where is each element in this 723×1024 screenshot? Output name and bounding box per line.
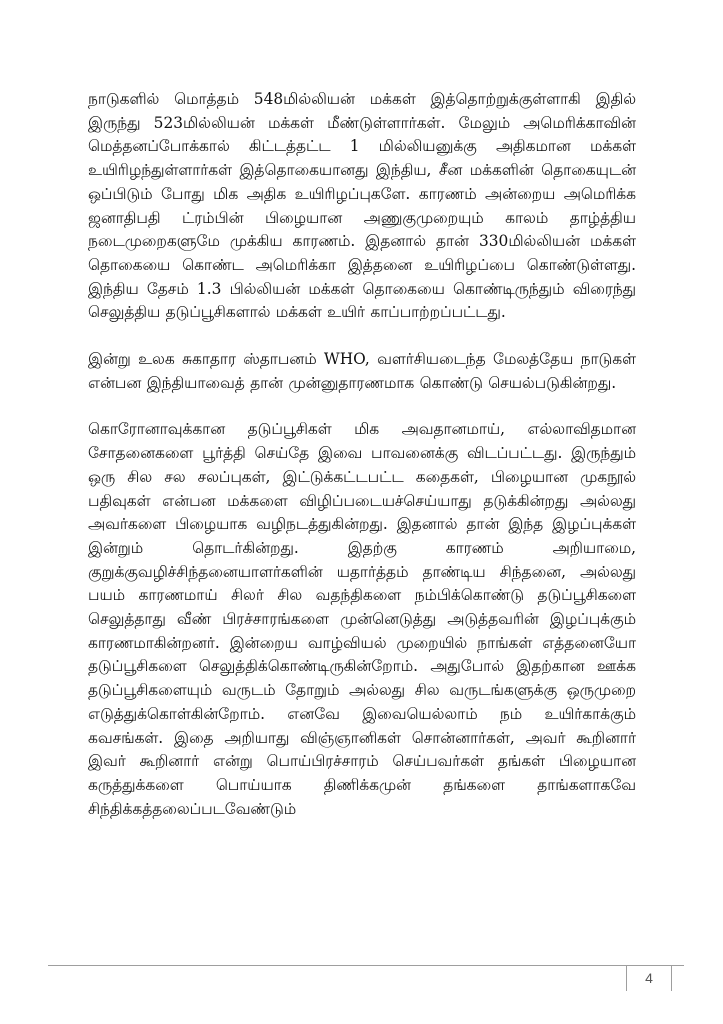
paragraph: கொரோனாவுக்கான தடுப்பூசிகள் மிக அவதானமாய், எல்லாவிதமான சோதனைகளை பூர்த்தி செய்தே இவை பாவனைக்கு விடப்பட்டது. இருந்தும் ஒரு சில சல சலப்புகள், இட்டுக்கட்டபட்ட கதைகள், பிழையான முகநூல் பதிவுகள் என்பன மக்களை விழிப்படையச்செய்யாது தடுக்கின்றது அல்லது அவர்களை பிழையாக வழிநடத்துகின்றது. இதனால் தான் இந்த இழப்புக்கள் இன்றும் தொடர்கின்றது. இதற்கு காரணம் அறியாமை, குறுக்குவழிச்சிந்தனையாளர்களின் யதார்த்தம் தாண்டிய சிந்தனை, அல்லது பயம் காரணமாய் சிலர் சில வதந்திகளை நம்பிக்கொண்டு தடுப்பூசிகளை செலுத்தாது வீண் பிரச்சாரங்களை முன்னெடுத்து அடுத்தவரின் இழப்புக்கும் காரணமாகின்றனர். இன்றைய வாழ்வியல் முறையில் நாங்கள் எத்தனையோ தடுப்பூசிகளை செலுத்திக்கொண்டிருகின்றோம். அதுபோல் இதற்கான ஊக்க தடுப்பூசிகளையும் வருடம் தோறும் அல்லது சில வருடங்களுக்கு ஒருமுறை எடுத்துக்கொள்கின்றோம். எனவே இவையெல்லாம் நம் உயிர்காக்கும் கவசங்கள். இதை அறியாது விஞ்ஞானிகள் சொன்னார்கள், அவர் கூறினார் இவர் கூறினார் என்று பொய்பிரச்சாரம் செய்பவர்கள் தங்கள் பிழையான கருத்துக்களை பொய்யாக திணிக்கமுன் தங்களை தாங்களாகவே சிந்திக்கத்தலைப்படவேண்டும் (88, 420, 636, 818)
page-number-box (626, 965, 672, 991)
paragraph: இன்று உலக சுகாதார ஸ்தாபனம் WHO, வளர்சியடைந்த மேலத்தேய நாடுகள் என்பன இந்தியாவைத் தான் முன்னுதாரணமாக கொண்டு செயல்படுகின்றது. (88, 350, 636, 392)
footer-divider (48, 965, 684, 966)
paragraph: நாடுகளில் மொத்தம் 548மில்லியன் மக்கள் இத்தொற்றுக்குள்ளாகி இதில் இருந்து 523மில்லியன் மக்கள் மீண்டுள்ளார்கள். மேலும் அமெரிக்காவின் மெத்தனப்போக்கால் கிட்டத்தட்ட 1 மில்லியனுக்கு அதிகமான மக்கள் உயிரிழந்துள்ளார்கள் இத்தொகையானது இந்திய, சீன மக்களின் தொகையுடன் ஒப்பிடும் போது மிக அதிக உயிரிழப்புகளே. காரணம் அன்றைய அமெரிக்க ஜனாதிபதி ட்ரம்பின் பிழையான அணுகுமுறையும் காலம் தாழ்த்திய நடைமுறைகளுமே முக்கிய காரணம். இதனால் தான் 330மில்லியன் மக்கள் தொகையை கொண்ட அமெரிக்கா இத்தனை உயிரிழப்பை கொண்டுள்ளது. இந்திய தேசம் 1.3 பில்லியன் மக்கள் தொகையை கொண்டிருந்தும் விரைந்து செலுத்திய தடுப்பூசிகளால் மக்கள் உயிர் காப்பாற்றப்பட்டது. (88, 90, 636, 322)
body-text (88, 88, 636, 821)
page-number: 4 (645, 970, 653, 986)
